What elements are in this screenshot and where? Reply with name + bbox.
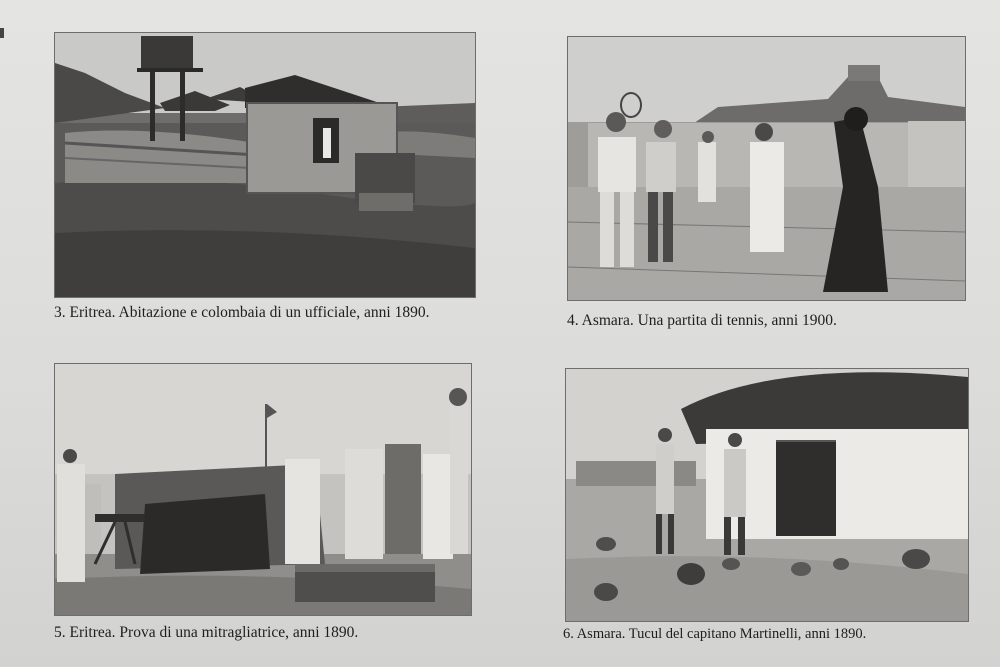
photo-tennis-match [567,36,966,301]
photo-machine-gun-trial [54,363,472,616]
caption-photo-6: 6. Asmara. Tucul del capitano Martinelli, anni 1890. [563,626,867,642]
caption-photo-3: 3. Eritrea. Abitazione e colombaia di un ufficiale, anni 1890. [54,304,430,321]
page-edge-mark [0,28,4,38]
photo-stone-house [54,32,476,298]
photo-thatched-hut [565,368,969,622]
caption-photo-4: 4. Asmara. Una partita di tennis, anni 1900. [567,312,837,329]
caption-photo-5: 5. Eritrea. Prova di una mitragliatrice, anni 1890. [54,624,359,641]
